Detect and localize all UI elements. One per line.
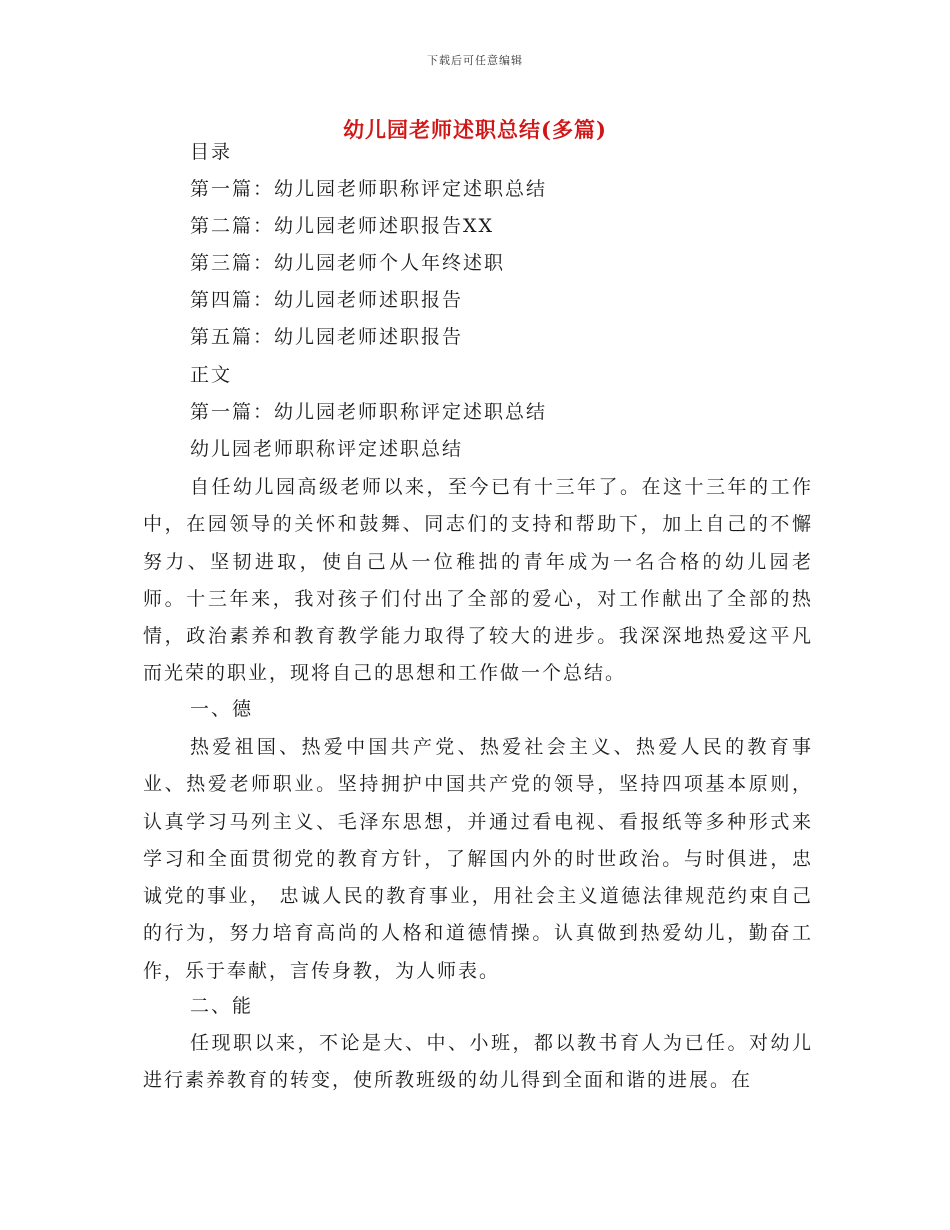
intro-paragraph: 自任幼儿园高级老师以来，至今已有十三年了。在这十三年的工作中，在园领导的关怀和鼓舞、同志们的支持和帮助下，加上自己的不懈努力、坚韧进取，使自己从一位稚拙的青年成为一名合格的幼儿园老师。十三年来，我对孩子们付出了全部的爱心，对工作献出了全部的热情，政治素养和教育教学能力取得了较大的进步。我深深地热爱这平凡而光荣的职业，现将自己的思想和工作做一个总结。 (143, 476, 813, 685)
toc-heading: 目录 (190, 141, 233, 163)
toc-item-1: 第一篇：幼儿园老师职称评定述职总结 (190, 178, 548, 200)
toc-item-2: 第二篇：幼儿园老师述职报告XX (190, 215, 495, 237)
article-title: 幼儿园老师职称评定述职总结 (190, 438, 464, 460)
body-heading: 正文 (190, 364, 233, 386)
section-2-paragraph: 任现职以来，不论是大、中、小班，都以教书育人为已任。对幼儿进行素养教育的转变，使所教班级的幼儿得到全面和谐的进展。在 (143, 1032, 813, 1092)
toc-item-3: 第三篇：幼儿园老师个人年终述职 (190, 252, 506, 274)
section-1-title: 一、德 (190, 698, 254, 720)
document-title: 幼儿园老师述职总结(多篇) (343, 117, 607, 142)
header-note: 下载后可任意编辑 (427, 54, 523, 67)
toc-item-4: 第四篇：幼儿园老师述职报告 (190, 289, 464, 311)
chapter-title: 第一篇：幼儿园老师职称评定述职总结 (190, 401, 548, 423)
section-1-paragraph: 热爱祖国、热爱中国共产党、热爱社会主义、热爱人民的教育事业、热爱老师职业。坚持拥护中国共产党的领导，坚持四项基本原则，认真学习马列主义、毛泽东思想，并通过看电视、看报纸等多种形式来学习和全面贯彻党的教育方针，了解国内外的时世政治。与时俱进，忠诚党的事业， 忠诚人民的教育事业，用社会主义道德法律规范约束自己的行为，努力培育高尚的人格和道德情操。认真做到热爱幼儿，勤奋工作，乐于奉献，言传身教，为人师表。 (143, 736, 813, 982)
section-2-title: 二、能 (190, 995, 254, 1017)
toc-item-5: 第五篇：幼儿园老师述职报告 (190, 326, 464, 348)
